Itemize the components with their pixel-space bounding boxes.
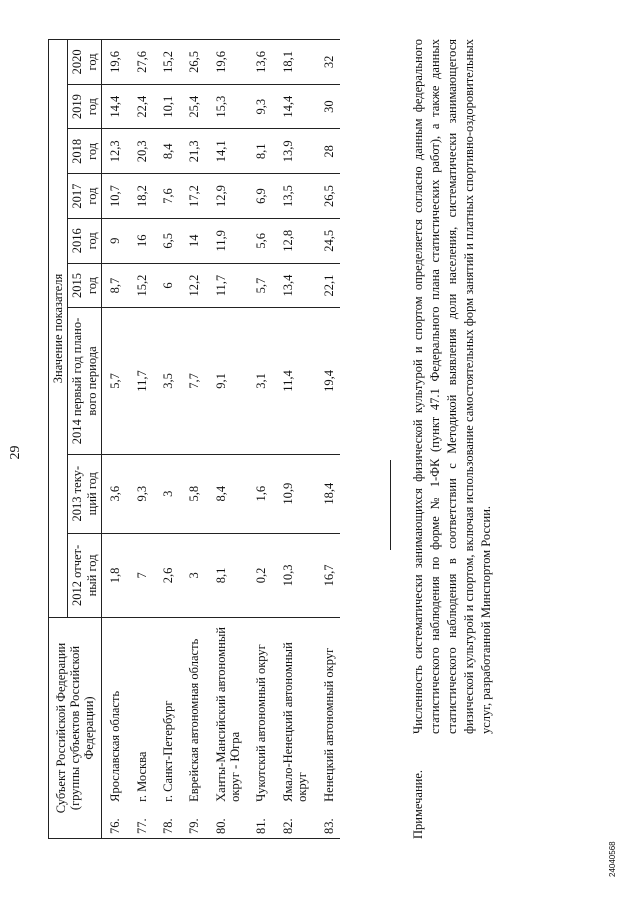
region-name: г. Санкт-Петербург [155,618,181,805]
value-cell: 2,6 [155,533,181,617]
year-header: 2019 год [68,84,102,129]
note [410,39,494,839]
year-header: 2020 год [68,40,102,85]
row-number: 79. [181,805,207,839]
value-cell: 16 [129,218,155,263]
year-header: 2013 теку-щий год [68,454,102,533]
value-cell: 7,7 [181,308,207,454]
value-cell: 12,8 [275,218,316,263]
value-cell: 1,6 [248,454,274,533]
value-cell: 28 [316,129,340,174]
table-row [102,40,129,839]
value-cell: 32 [316,40,340,85]
value-cell: 13,6 [248,40,274,85]
value-cell: 11,7 [129,308,155,454]
value-cell: 19,6 [102,40,129,85]
value-cell: 13,9 [275,129,316,174]
value-cell: 19,4 [316,308,340,454]
value-cell: 18,4 [316,454,340,533]
region-name: Чукотский автономный округ [248,618,274,805]
value-cell: 8,4 [155,129,181,174]
value-cell: 8,1 [208,533,249,617]
row-number: 78. [155,805,181,839]
value-cell: 25,4 [181,84,207,129]
value-cell: 13,5 [275,174,316,219]
value-cell: 9,3 [248,84,274,129]
page-number: 29 [8,445,23,460]
year-header: 2016 год [68,218,102,263]
row-number: 82. [275,805,316,839]
note-label: Примечание. [411,769,425,839]
region-name: Ненецкий автономный округ [316,618,340,805]
document-id: 24040568 [608,841,617,877]
value-cell: 11,9 [208,218,249,263]
value-cell: 5,8 [181,454,207,533]
year-header: 2014 первый год плано-вого периода [68,308,102,454]
value-cell: 18,1 [275,40,316,85]
value-cell: 11,7 [208,263,249,308]
value-cell: 14 [181,218,207,263]
value-cell: 15,2 [129,263,155,308]
value-cell: 8,7 [102,263,129,308]
year-header: 2017 год [68,174,102,219]
value-cell: 3 [155,454,181,533]
region-name: Еврейская автономная область [181,618,207,805]
value-cell: 3,1 [248,308,274,454]
value-cell: 7,6 [155,174,181,219]
value-cell: 9 [102,218,129,263]
value-cell: 17,2 [181,174,207,219]
value-cell: 9,3 [129,454,155,533]
row-number: 81. [248,805,274,839]
value-cell: 7 [129,533,155,617]
value-cell: 3 [181,533,207,617]
table-row [248,40,274,839]
value-cell: 11,4 [275,308,316,454]
value-cell: 1,8 [102,533,129,617]
separator-line [390,460,391,550]
value-cell: 9,1 [208,308,249,454]
value-cell: 26,5 [316,174,340,219]
table-row [208,40,249,839]
note-text: Численность систематически занимающихся физической культурой и спортом определяется согласно данным федерального статистического наблюдения по форме № 1-ФК (пункт 47.1 Федерального плана статистических работ), а также данных статистического наблюдения в соответствии с Методикой выявления доли населения, систематически занимающегося физической культурой и спортом, включая использование самостоятельных форм занятий и платных спортивно-оздоровительных услуг, разработанной Минспортом России. [411,39,493,734]
value-cell: 5,7 [102,308,129,454]
value-cell: 15,2 [155,40,181,85]
value-cell: 0,2 [248,533,274,617]
region-name: Ямало-Ненецкий автономный округ [275,618,316,805]
indicator-table [48,39,340,839]
value-cell: 24,5 [316,218,340,263]
table-row [155,40,181,839]
row-number: 80. [208,805,249,839]
value-cell: 10,7 [102,174,129,219]
region-name: Ярославская область [102,618,129,805]
value-cell: 16,7 [316,533,340,617]
value-cell: 10,3 [275,533,316,617]
year-header: 2018 год [68,129,102,174]
value-cell: 8,4 [208,454,249,533]
table-row [316,40,340,839]
region-name: г. Москва [129,618,155,805]
year-header: 2015 год [68,263,102,308]
value-cell: 6 [155,263,181,308]
value-cell: 26,5 [181,40,207,85]
value-cell: 5,7 [248,263,274,308]
value-cell: 12,3 [102,129,129,174]
value-cell: 22,4 [129,84,155,129]
region-name: Ханты-Мансийский автономный округ - Югра [208,618,249,805]
value-cell: 12,2 [181,263,207,308]
value-cell: 22,1 [316,263,340,308]
subject-column-header: Субъект Российской Федерации (группы субъектов Российской Федерации) [49,618,102,839]
row-number: 83. [316,805,340,839]
value-cell: 12,9 [208,174,249,219]
value-cell: 14,4 [102,84,129,129]
value-cell: 18,2 [129,174,155,219]
value-cell: 10,9 [275,454,316,533]
row-number: 76. [102,805,129,839]
value-cell: 10,1 [155,84,181,129]
table-row [129,40,155,839]
value-cell: 21,3 [181,129,207,174]
value-cell: 30 [316,84,340,129]
value-cell: 13,4 [275,263,316,308]
table-body [102,40,340,839]
value-cell: 3,5 [155,308,181,454]
value-cell: 19,6 [208,40,249,85]
value-cell: 5,6 [248,218,274,263]
table-row [181,40,207,839]
row-number: 77. [129,805,155,839]
value-cell: 8,1 [248,129,274,174]
value-cell: 6,5 [155,218,181,263]
year-header: 2012 отчет-ный год [68,533,102,617]
value-cell: 15,3 [208,84,249,129]
value-cell: 27,6 [129,40,155,85]
value-cell: 3,6 [102,454,129,533]
table-row [275,40,316,839]
value-cell: 20,3 [129,129,155,174]
value-cell: 6,9 [248,174,274,219]
group-header: Значение показателя [49,40,68,618]
value-cell: 14,4 [275,84,316,129]
value-cell: 14,1 [208,129,249,174]
